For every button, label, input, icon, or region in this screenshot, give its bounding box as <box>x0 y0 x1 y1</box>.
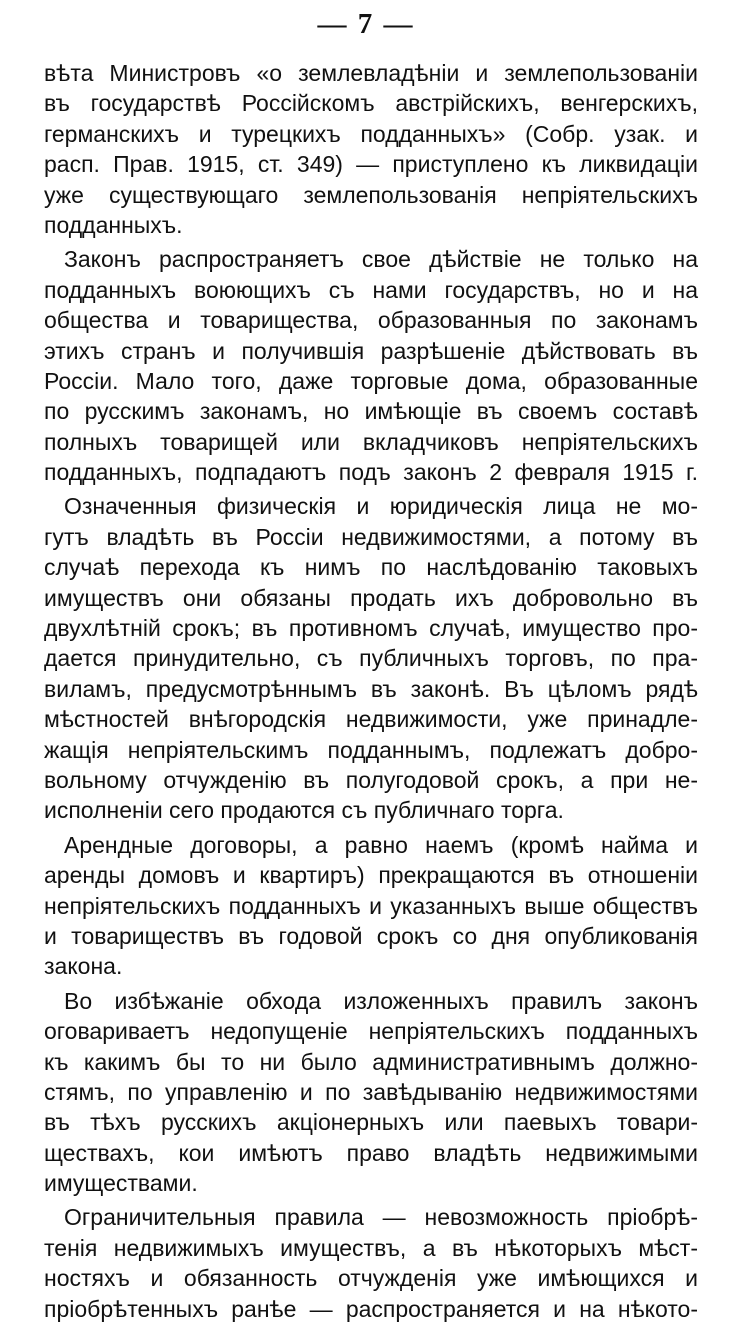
text-line: Законъ распространяетъ свое дѣйствіе не только на <box>64 246 698 273</box>
text-line: по русскимъ законамъ, но имѣющіе въ своемъ составѣ <box>44 398 698 425</box>
text-line: ностяхъ и обязанность отчужденія уже имѣющихся и <box>44 1265 698 1292</box>
text-line: полныхъ товарищей или вкладчиковъ непріятельскихъ <box>44 428 698 455</box>
text-line: подданныхъ воюющихъ съ нами государствъ, но и на <box>44 276 698 303</box>
text-line: расп. Прав. 1915, ст. 349) — приступлено къ ликвидаціи <box>44 151 698 178</box>
text-line: исполненіи сего продаются съ публичнаго торга. <box>44 797 564 824</box>
text-line: пріобрѣтенныхъ ранѣе — распространяется и на нѣкото- <box>44 1295 698 1322</box>
text-line: Во избѣжаніе обхода изложенныхъ правилъ законъ <box>64 987 698 1014</box>
paragraph-2 <box>44 244 698 487</box>
text-line: оговариваетъ недопущеніе непріятельскихъ подданныхъ <box>44 1018 698 1045</box>
text-line: къ какимъ бы то ни было административнымъ должно- <box>44 1048 698 1075</box>
text-line: непріятельскихъ подданныхъ и указанныхъ выше обществъ <box>44 892 698 919</box>
text-line: и товариществъ въ годовой срокъ со дня опубликованія <box>44 922 698 949</box>
text-line: уже существующаго землепользованія непріятельскихъ <box>44 181 698 208</box>
text-line: гутъ владѣть въ Россіи недвижимостями, а потому въ <box>44 523 698 550</box>
text-line: дается принудительно, съ публичныхъ торговъ, по пра- <box>44 645 698 672</box>
text-line: вѣта Министровъ «о землевладѣніи и землепользованіи <box>44 60 698 86</box>
text-line: германскихъ и турецкихъ подданныхъ» (Собр. узак. и <box>44 120 698 147</box>
text-line: имуществъ они обязаны продать ихъ добровольно въ <box>44 584 698 611</box>
text-line: тенія недвижимыхъ имуществъ, а въ нѣкоторыхъ мѣст- <box>44 1234 698 1261</box>
text-line: подданныхъ. <box>44 211 183 238</box>
text-line: вольному отчужденію въ полугодовой срокъ, а при не- <box>44 766 698 793</box>
page-number: — 7 — <box>317 8 415 40</box>
text-line: случаѣ перехода къ нимъ по наслѣдованію таковыхъ <box>44 554 698 581</box>
text-line: стямъ, по управленію и по завѣдыванію недвижимостями <box>44 1078 698 1105</box>
paragraph-1 <box>44 58 698 240</box>
text-line: подданныхъ, подпадаютъ подъ законъ 2 февраля 1915 г. <box>44 459 698 486</box>
text-line: этихъ странъ и получившія разрѣшеніе дѣйствовать въ <box>44 337 698 364</box>
text-line: въ тѣхъ русскихъ акціонерныхъ или паевыхъ товари- <box>44 1109 698 1136</box>
body-text <box>44 58 698 1328</box>
text-line: Ограничительныя правила — невозможность пріобрѣ- <box>64 1204 698 1231</box>
paragraph-5 <box>44 986 698 1199</box>
paragraph-4 <box>44 830 698 982</box>
paragraph-6 <box>44 1202 698 1324</box>
text-line: Арендные договоры, а равно наемъ (кромѣ найма и <box>64 831 698 858</box>
text-line: Россіи. Мало того, даже торговые дома, образованные <box>44 367 698 394</box>
text-line: закона. <box>44 953 123 980</box>
text-line: имуществами. <box>44 1170 198 1197</box>
text-line: въ государствѣ Россійскомъ австрійскихъ, венгерскихъ, <box>44 90 698 117</box>
text-line: ществахъ, кои имѣютъ право владѣть недвижимыми <box>44 1139 698 1166</box>
text-line: аренды домовъ и квартиръ) прекращаются въ отношеніи <box>44 862 698 889</box>
text-line: общества и товарищества, образованныя по законамъ <box>44 307 698 334</box>
paragraph-3 <box>44 491 698 825</box>
text-line: жащія непріятельскимъ подданнымъ, подлежатъ добро- <box>44 736 698 763</box>
text-line: двухлѣтній срокъ; въ противномъ случаѣ, имущество про- <box>44 615 698 642</box>
text-line: мѣстностей внѣгородскія недвижимости, уже принадле- <box>44 706 698 733</box>
text-line: Означенныя физическія и юридическія лица не мо- <box>64 493 698 520</box>
text-line: виламъ, предусмотрѣннымъ въ законѣ. Въ цѣломъ рядѣ <box>44 675 698 702</box>
